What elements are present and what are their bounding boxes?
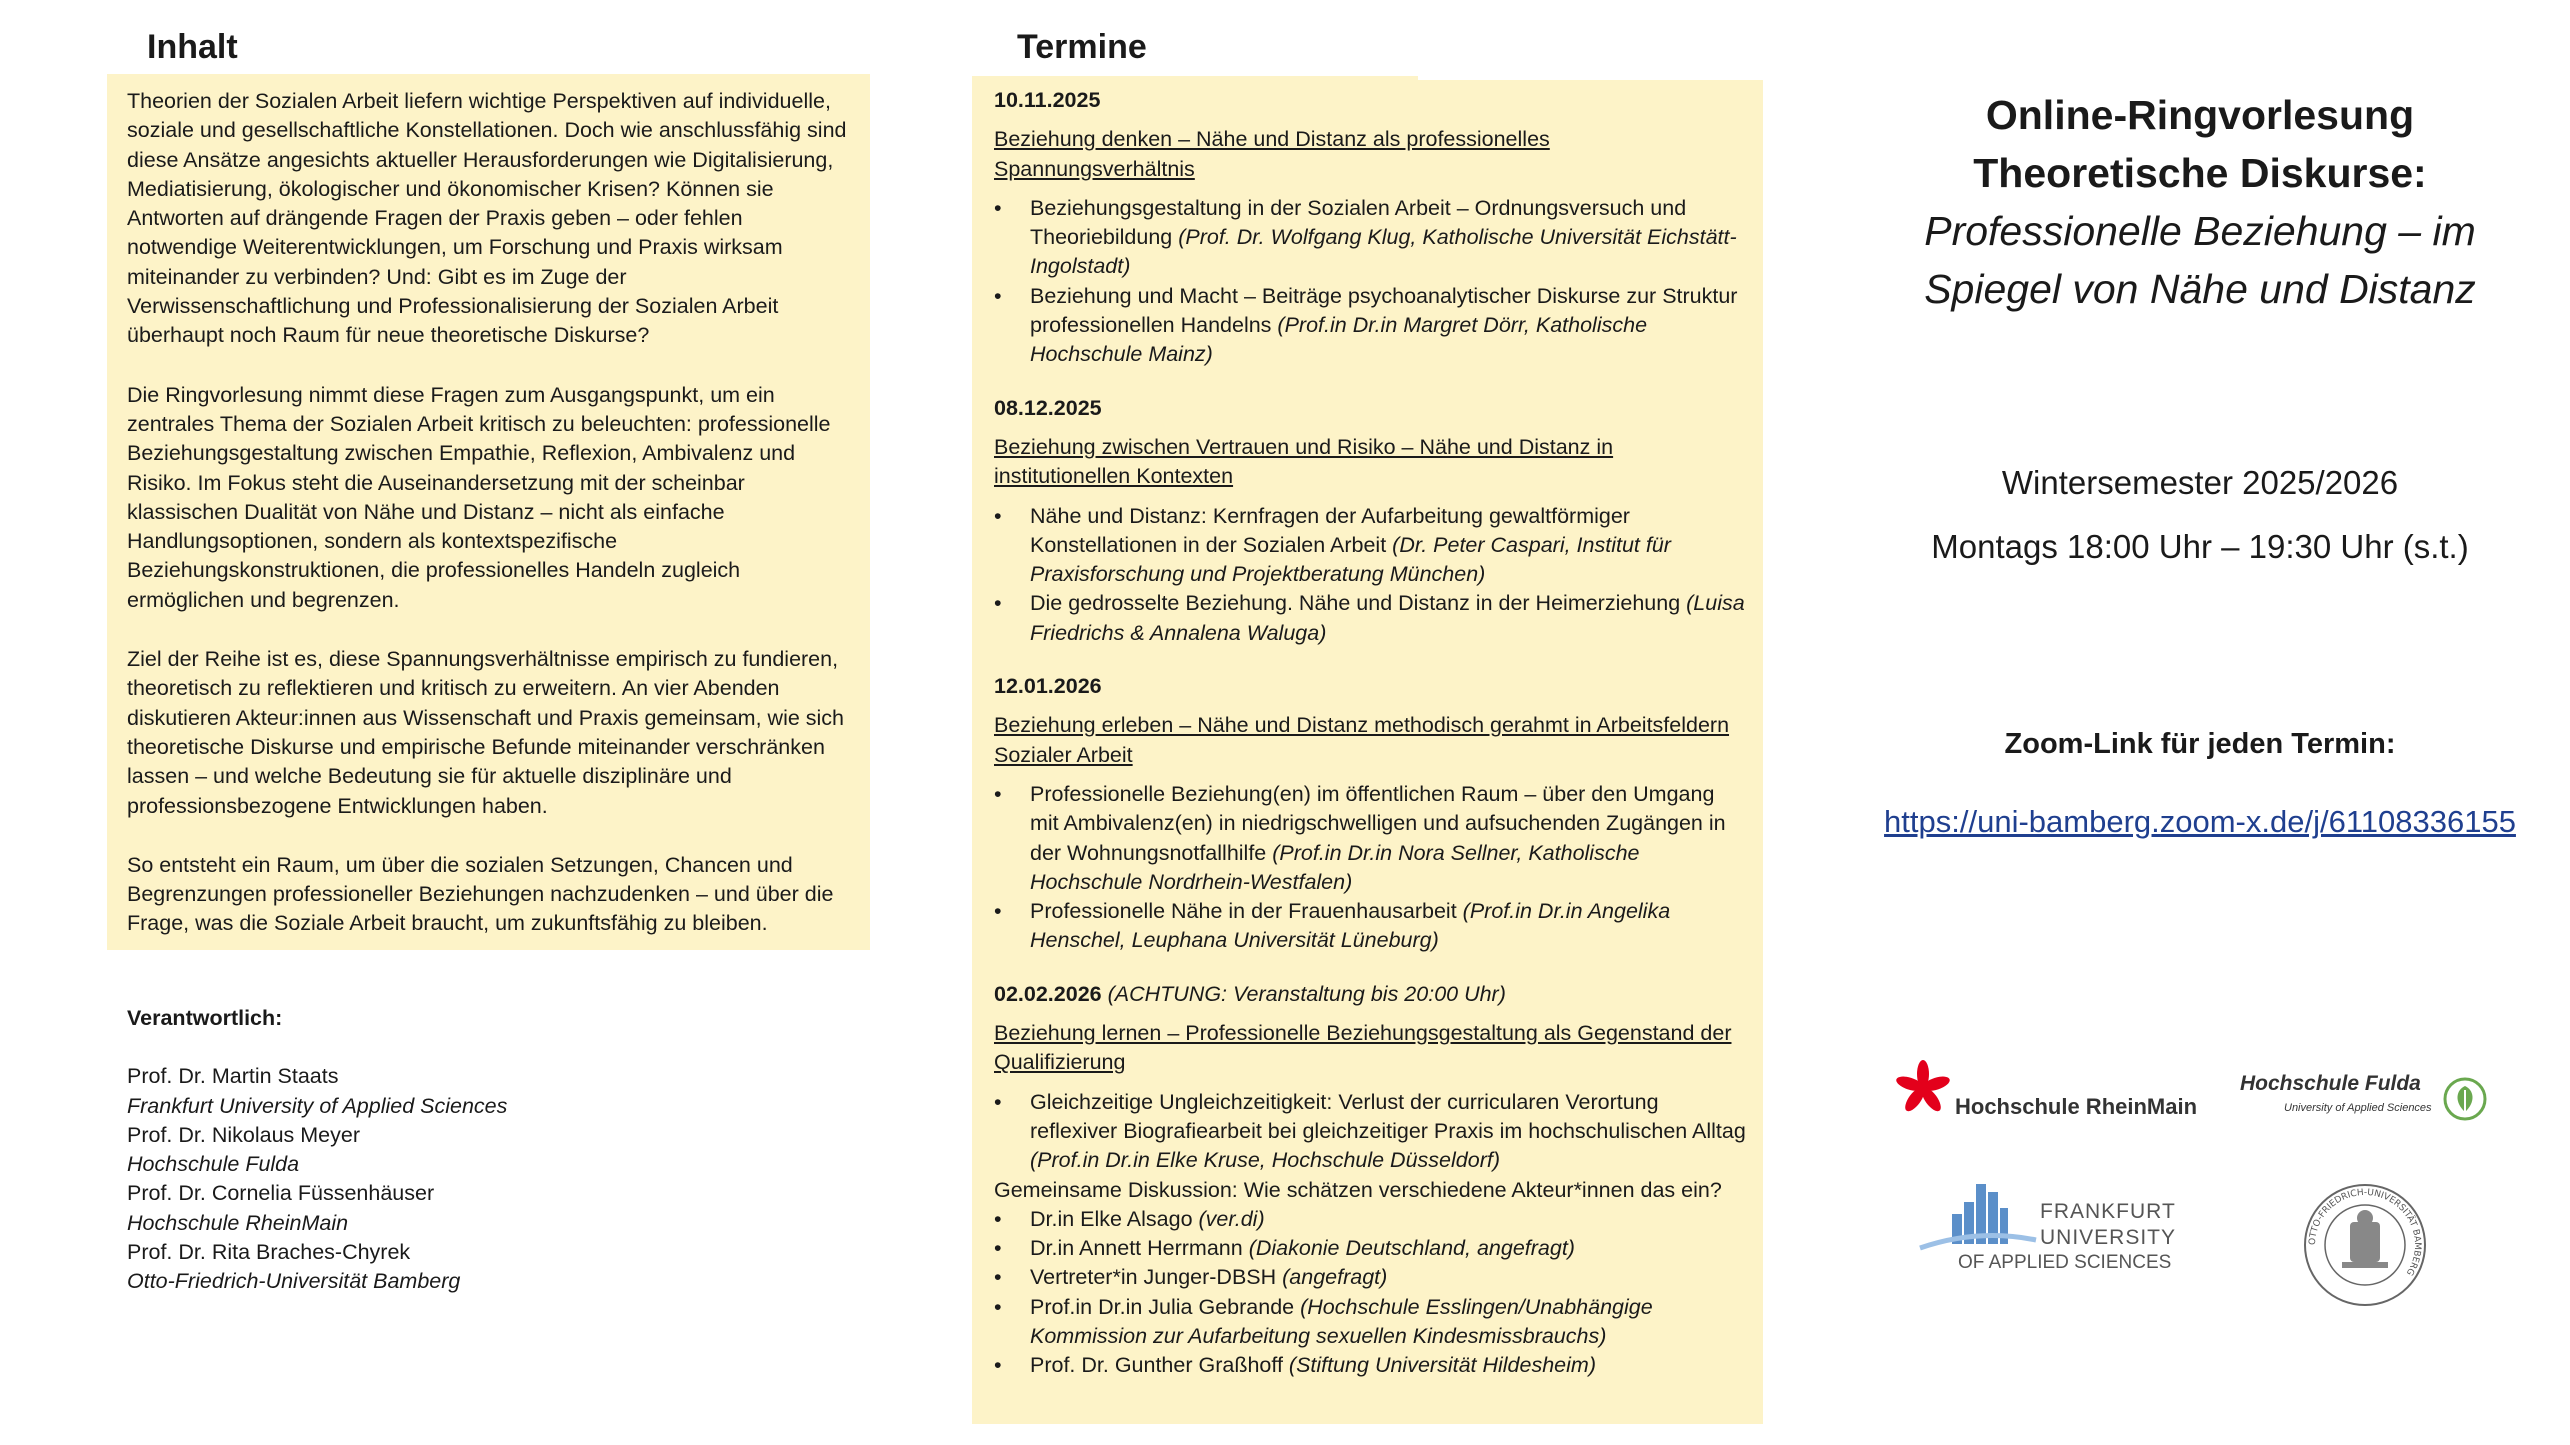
bamberg-seal-text: OTTO-FRIEDRICH-UNIVERSITÄT BAMBERG [2307,1187,2423,1277]
person-name: Prof. Dr. Nikolaus Meyer [127,1122,360,1147]
person-institution: Hochschule RheinMain [127,1210,349,1235]
talk-list [994,194,1749,370]
discussant-org: (Diakonie Deutschland, angefragt) [1248,1236,1575,1261]
person-name: Prof. Dr. Cornelia Füssenhäuser [127,1181,435,1206]
talk-text: Die gedrosselte Beziehung. Nähe und Distanz in der Heimerziehung [1030,591,1687,616]
frankfurt-line2: UNIVERSITY [2040,1226,2177,1249]
person-institution: Hochschule Fulda [127,1152,300,1177]
lecture-title [1880,86,2520,318]
talk-item [994,589,1749,648]
person-institution: Frankfurt University of Applied Sciences [127,1093,508,1118]
talk-item [994,1088,1749,1176]
discussant-item [994,1351,1749,1380]
talk-speaker: (Prof.in Dr.in Angelika Henschel, Leuphana Universität Lüneburg) [1030,899,1671,953]
inhalt-panel [107,74,870,950]
frankfurt-skyline-icon [1918,1178,2038,1258]
talk-list [994,1088,1749,1176]
discussant-item [994,1234,1749,1263]
discussant-org: (angefragt) [1282,1265,1388,1290]
frankfurt-line1: FRANKFURT [2040,1200,2176,1223]
frankfurt-logo [1918,1178,2177,1278]
title-line: Online-Ringvorlesung [1985,92,2415,138]
talk-text: Professionelle Beziehung(en) im öffentlichen Raum – über den Umgang mit Ambivalenz(en) in niedrigschwelligen und aufsuchenden Zugängen in der Wohnungsnotfallhilfe [1030,781,1726,865]
rheinmain-name: Hochschule RheinMain [1955,1094,2198,1119]
discussant-name: Dr.in Annett Herrmann [1030,1236,1249,1261]
discussant-item [994,1293,1749,1352]
discussant-org: (Hochschule Esslingen/Unabhängige Kommission zur Aufarbeitung sexuellen Kindesmissbrauchs) [1030,1294,1653,1348]
bamberg-seal-icon [2300,1180,2430,1310]
talk-item [994,780,1749,897]
event-title: Beziehung denken – Nähe und Distanz als professionelles Spannungsverhältnis [994,127,1550,181]
zoom-label: Zoom-Link für jeden Termin: [2004,728,2396,760]
talk-item [994,897,1749,956]
talk-text: Beziehungsgestaltung in der Sozialen Arbeit – Ordnungsversuch und Theoriebildung [1030,195,1687,250]
discussant-list [994,1205,1749,1381]
talk-text: Beziehung und Macht – Beiträge psychoanalytischer Diskurse zur Struktur professionellen Handelns [1030,283,1738,338]
zoom-link[interactable]: https://uni-bamberg.zoom-x.de/j/61108336155 [1884,804,2516,839]
event-date: 12.01.2026 [994,674,1102,699]
bamberg-seal-logo [2300,1180,2430,1310]
discussant-name: Vertreter*in Junger-DBSH [1030,1265,1283,1290]
inhalt-paragraph: Ziel der Reihe ist es, diese Spannungsverhältnisse empirisch zu fundieren, theoretisch zu reflektieren und kritisch zu erweitern. An vier Abenden diskutieren Akteur:innen aus Wissenschaft und Praxis gemeinsam, wie sich theoretische Diskurse und empirische Befunde miteinander verschränken lassen – und welche Bedeutung sie für aktuelle disziplinäre und professionsbezogene Entwicklungen haben. [127,647,845,818]
event-title: Beziehung lernen – Professionelle Beziehungsgestaltung als Gegenstand der Qualifizierung [994,1021,1732,1075]
fulda-leaf-icon [2442,1076,2488,1122]
discussant-item [994,1263,1749,1292]
fulda-logo [2240,1070,2490,1126]
termine-panel [972,76,1763,1424]
semester: Wintersemester 2025/2026 [2001,464,2399,501]
person-name: Prof. Dr. Martin Staats [127,1064,339,1089]
talk-speaker: (Luisa Friedrichs & Annalena Waluga) [1030,591,1745,645]
verantwortlich-block [127,1004,507,1297]
event-note: (ACHTUNG: Veranstaltung bis 20:00 Uhr) [1101,981,1506,1006]
rheinmain-logo [1893,1058,2198,1119]
time: Montags 18:00 Uhr – 19:30 Uhr (s.t.) [1931,528,2469,565]
event-date: 10.11.2025 [994,88,1101,112]
title-line: Theoretische Diskurse: [1973,150,2427,196]
lecture-subtitle: Professionelle Beziehung – im Spiegel von Nähe und Distanz [1924,208,2476,312]
panel-notch [1418,66,1763,80]
talk-item [994,282,1749,370]
inhalt-paragraph: So entsteht ein Raum, um über die sozialen Setzungen, Chancen und Begrenzungen professioneller Beziehungen nachzudenken – und über die Frage, was die Soziale Arbeit braucht, um zukunftsfähig zu bleiben. [127,852,834,936]
event-date: 02.02.2026 [994,981,1102,1006]
fulda-name: Hochschule Fulda [2240,1072,2421,1095]
rheinmain-star-icon [1893,1058,1953,1118]
talk-text: Gleichzeitige Ungleichzeitigkeit: Verlust der curricularen Verortung reflexiver Biografiearbeit bei gleichzeitiger Praxis im hochschulischen Alltag [1030,1089,1746,1143]
discussant-name: Dr.in Elke Alsago [1030,1206,1199,1231]
termine-heading: Termine [1017,28,1147,66]
fulda-sub: University of Applied Sciences [2284,1102,2432,1114]
talk-list [994,780,1749,956]
event-date: 08.12.2025 [994,395,1102,420]
talk-speaker: (Prof.in Dr.in Margret Dörr, Katholische Hochschule Mainz) [1030,313,1648,367]
event-title: Beziehung zwischen Vertrauen und Risiko – Nähe und Distanz in institutionellen Kontexten [994,434,1614,489]
discussant-name: Prof.in Dr.in Julia Gebrande [1030,1294,1301,1319]
person-name: Prof. Dr. Rita Braches-Chyrek [127,1240,411,1265]
event-title: Beziehung erleben – Nähe und Distanz methodisch gerahmt in Arbeitsfeldern Sozialer Arbeit [994,713,1730,767]
discussant-org: (Stiftung Universität Hildesheim) [1288,1353,1596,1378]
talk-speaker: (Prof.in Dr.in Nora Sellner, Katholische Hochschule Nordrhein-Westfalen) [1030,840,1640,894]
talk-speaker: (Prof. Dr. Wolfgang Klug, Katholische Universität Eichstätt-Ingolstadt) [1030,225,1737,279]
inhalt-paragraph: Theorien der Sozialen Arbeit liefern wichtige Perspektiven auf individuelle, soziale und gesellschaftliche Konstellationen. Doch wie anschlussfähig sind diese Ansätze angesichts aktueller Herausforderungen wie Digitalisierung, Mediatisierung, ökologischer und ökonomischer Krisen? Können sie Antworten auf drängende Fragen der Praxis geben – oder fehlen notwendige Weiterentwicklungen, um Forschung und Praxis wirksam miteinander zu verbinden? Und: Gibt es im Zuge der Verwissenschaftlichung und Professionalisierung der Sozialen Arbeit überhaupt noch Raum für neue theoretische Diskurse? [127,89,847,348]
talk-text: Nähe und Distanz: Kernfragen der Aufarbeitung gewaltförmiger Konstellationen in der Sozialen Arbeit [1030,503,1630,557]
discussant-org: (ver.di) [1198,1206,1265,1231]
talk-item [994,194,1749,282]
frankfurt-line3: OF APPLIED SCIENCES [1958,1252,2172,1273]
talk-item [994,502,1749,590]
talk-text: Professionelle Nähe in der Frauenhausarbeit [1030,899,1463,924]
person-institution: Otto-Friedrich-Universität Bamberg [127,1269,461,1294]
talk-list [994,502,1749,648]
event-date-last [994,980,1749,1009]
discussion-intro: Gemeinsame Diskussion: Wie schätzen verschiedene Akteur*innen das ein? [994,1177,1722,1202]
talk-speaker: (Dr. Peter Caspari, Institut für Praxisforschung und Projektberatung München) [1030,532,1671,587]
talk-speaker: (Prof.in Dr.in Elke Kruse, Hochschule Düsseldorf) [1030,1148,1500,1173]
discussant-name: Prof. Dr. Gunther Graßhoff [1030,1353,1289,1378]
discussant-item [994,1205,1749,1234]
inhalt-paragraph: Die Ringvorlesung nimmt diese Fragen zum Ausgangspunkt, um ein zentrales Thema der Sozialen Arbeit kritisch zu beleuchten: professionelle Beziehungsgestaltung zwischen Empathie, Reflexion, Ambivalenz und Risiko. Im Fokus steht die Auseinandersetzung mit der scheinbar klassischen Dualität von Nähe und Distanz – nicht als einfache Handlungsoptionen, sondern als kontextspezifische Beziehungskonstruktionen, die professionelles Handeln zugleich ermöglichen und begrenzen. [127,382,831,612]
inhalt-heading: Inhalt [147,28,238,66]
verantwortlich-label: Verantwortlich: [127,1006,283,1030]
